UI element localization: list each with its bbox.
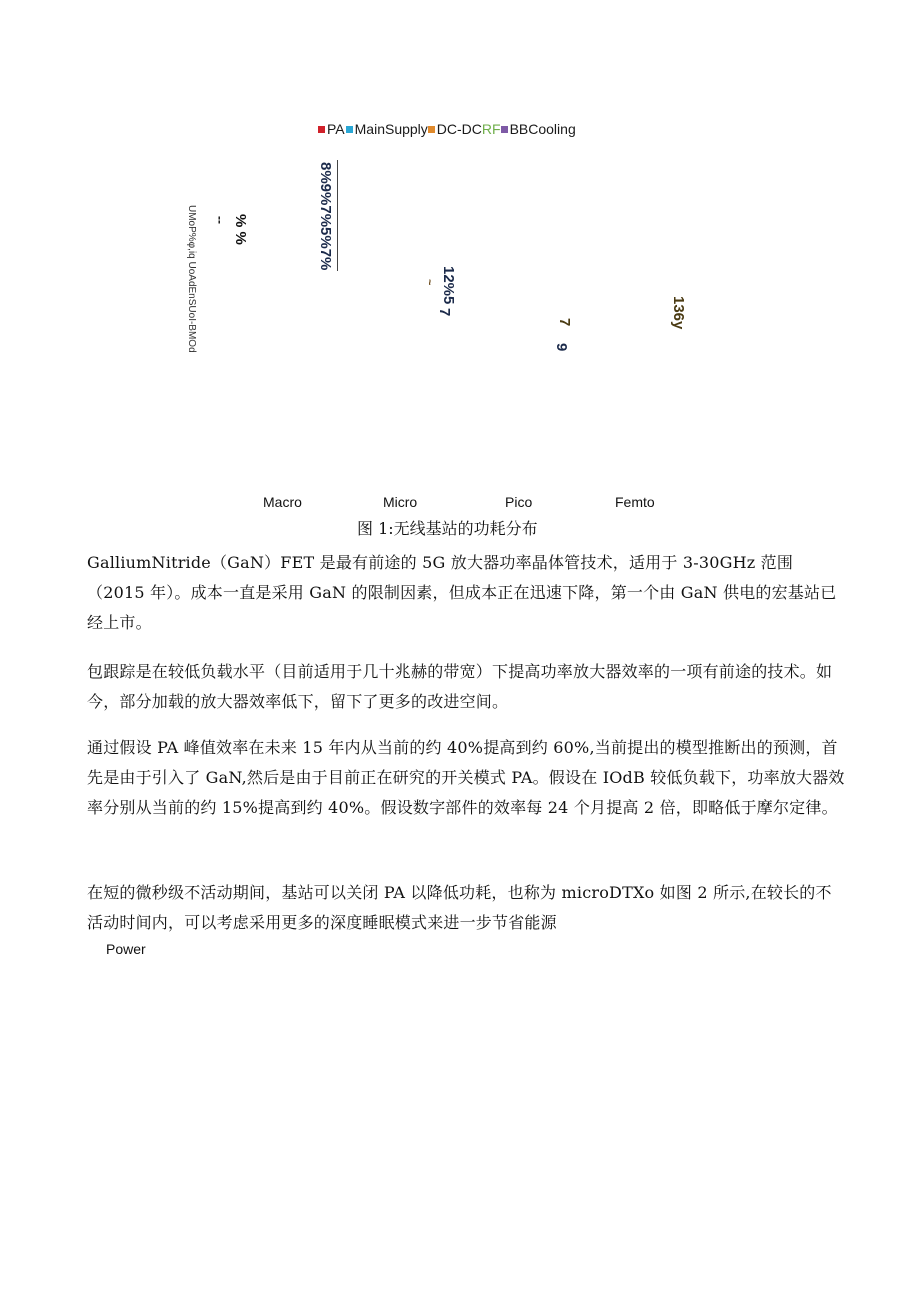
legend-swatch-dcdc (428, 126, 435, 133)
paragraph-pa-efficiency: 通过假设 PA 峰值效率在未来 15 年内从当前的约 40%提高到约 60%,当前提出的模型推断出的预测，首先是由于引入了 GaN,然后是由于目前正在研究的开关模式 PA。假设在 IOdB 较低负载下，功率放大器效率分别从当前的约 15%提高到约 40%。假设数字部件的效率每 24 个月提高 2 倍，即略低于摩尔定律。 (87, 738, 845, 817)
legend-item-dcdc (428, 121, 482, 137)
category-label-micro: Micro (383, 494, 418, 510)
next-figure-label: Power (106, 941, 146, 957)
category-label-macro: Macro (263, 494, 302, 510)
data-label-pico-b: 9 (553, 343, 570, 352)
macro-axis-line (337, 160, 338, 271)
legend-swatch-bbcooling (501, 126, 508, 133)
data-label-femto: 136y (670, 296, 687, 330)
paragraph-gan: GalliumNitride（GaN）FET 是最有前途的 5G 放大器功率晶体管技术，适用于 3-30GHz 范围（2015 年）。成本一直是采用 GaN 的限制因素，但成本正在迅速下降，第一个由 GaN 供电的宏基站已经上市。 (87, 553, 837, 632)
category-label-pico: Pico (505, 494, 533, 510)
legend-item-bbcooling (501, 121, 576, 137)
data-label-micro-a: 12%5 (440, 266, 457, 305)
data-label-macro: 8%9%7%5%7% (317, 162, 334, 271)
paragraph-envelope-tracking: 包跟踪是在较低负载水平（目前适用于几十兆赫的带宽）下提高功率放大器效率的一项有前途的技术。如今，部分加载的放大器效率低下，留下了更多的改进空间。 (87, 662, 833, 711)
legend-label-rf: RF (481, 121, 501, 137)
category-label-femto: Femto (615, 494, 655, 510)
legend-label-mainsupply: MainSupply (354, 121, 428, 137)
legend-swatch-pa (318, 126, 325, 133)
paragraph-micro-dtx: 在短的微秒级不活动期间，基站可以关闭 PA 以降低功耗，也称为 microDTXo 如图 2 所示,在较长的不活动时间内，可以考虑采用更多的深度睡眠模式来进一步节省能源 (87, 883, 832, 932)
data-label-pico-a: 7 (556, 318, 573, 327)
y-mark-percent: % % (232, 214, 249, 245)
data-label-micro-c: 7 (436, 308, 453, 317)
legend-item-rf (482, 121, 501, 137)
legend-label-bbcooling: BBCooling (509, 121, 576, 137)
y-axis-label: UMoP%φ,iq UoAdEnSUoI-BMOd (186, 205, 197, 353)
legend-swatch-mainsupply (346, 126, 353, 133)
y-mark-dashes: -- (213, 216, 227, 224)
data-label-micro-b: ~ (423, 279, 435, 286)
legend-label-dcdc: DC-DC (436, 121, 482, 137)
figure-caption: 图 1:无线基站的功耗分布 (357, 519, 538, 538)
legend-label-pa: PA (327, 121, 345, 137)
legend-item-mainsupply (345, 121, 428, 137)
chart-legend (318, 121, 576, 137)
legend-item-pa (318, 121, 345, 137)
